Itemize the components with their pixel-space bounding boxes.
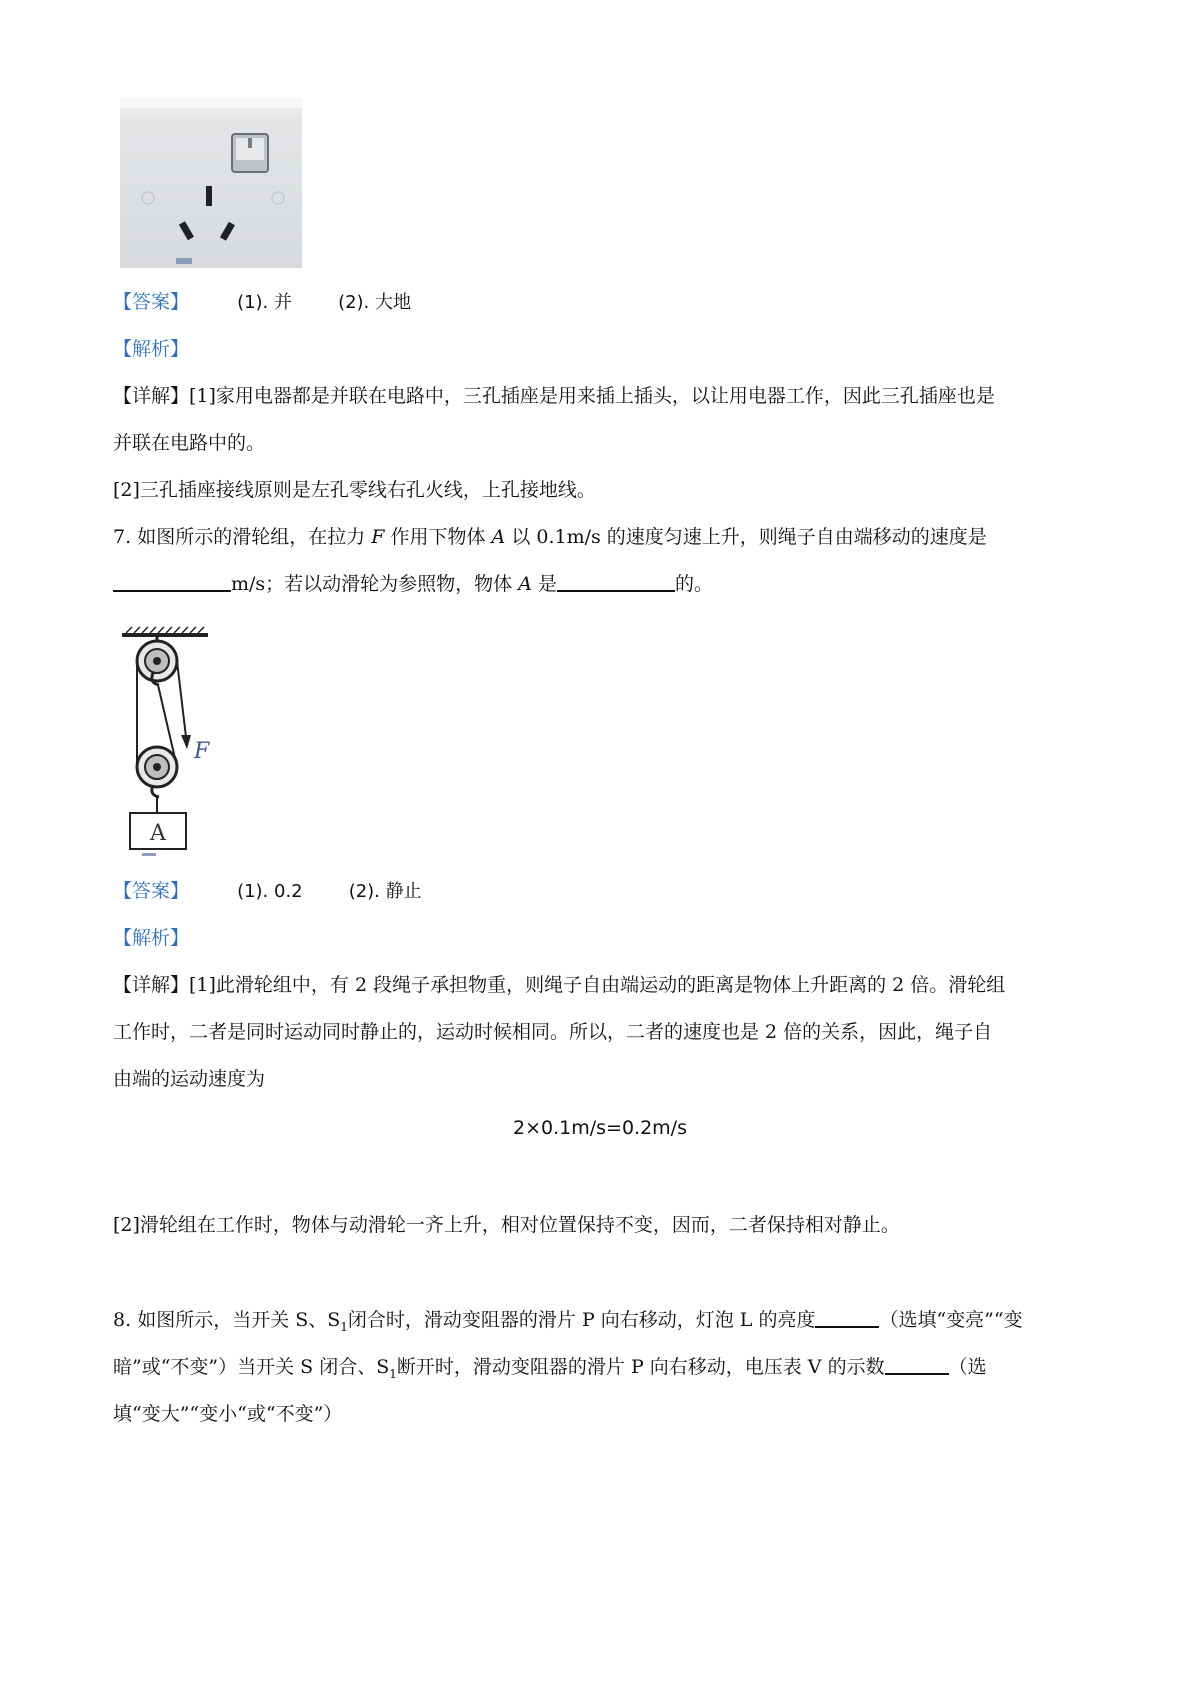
answer-1: (1). 0.2: [237, 881, 303, 902]
q8-question-line3: 填“变大”“变小“或“不变”）: [113, 1403, 343, 1425]
answer-blank-1[interactable]: [113, 570, 231, 592]
question-number: 8.: [113, 1309, 132, 1331]
analysis-tag: 【解析】: [113, 338, 190, 360]
socket-figure: [120, 98, 302, 268]
question-text: 是: [538, 573, 558, 595]
pulley-drawing: [120, 625, 230, 860]
variable-f: F: [371, 526, 385, 548]
answer-1: (1). 并: [237, 292, 293, 313]
socket-drawing: [120, 98, 302, 268]
q8-question-line2: [113, 1353, 987, 1388]
q8-question-line1: [113, 1306, 1023, 1341]
q7-detail-line1: 【详解】[1]此滑轮组中，有 2 段绳子承担物重，则绳子自由端运动的距离是物体上升距离的 2 倍。滑轮组: [113, 974, 1006, 996]
q7-detail-line3: 由端的运动速度为: [113, 1068, 266, 1090]
q6-answer-row: [113, 288, 411, 317]
question-text: （选填“变亮”“变: [879, 1309, 1023, 1331]
q7-detail-line4: [2]滑轮组在工作时，物体与动滑轮一齐上升，相对位置保持不变，因而，二者保持相对静止。: [113, 1214, 900, 1236]
question-number: 7.: [113, 526, 132, 548]
question-text: 以 0.1m/s 的速度匀速上升，则绳子自由端移动的速度是: [511, 526, 987, 548]
answer-2: (2). 静止: [348, 881, 422, 902]
pulley-figure: [120, 625, 230, 860]
q6-detail-line3: [2]三孔插座接线原则是左孔零线右孔火线，上孔接地线。: [113, 479, 596, 501]
answer-tag: 【答案】: [113, 291, 190, 313]
question-text: 暗”或“不变”）当开关 S 闭合、S: [113, 1356, 390, 1378]
question-text: 作用下物体: [390, 526, 486, 548]
answer-blank-2[interactable]: [557, 570, 675, 592]
question-text: 闭合时，滑动变阻器的滑片 P 向右移动，灯泡 L 的亮度: [347, 1309, 816, 1331]
answer-2: (2). 大地: [338, 292, 412, 313]
question-text: （选: [948, 1356, 987, 1378]
force-label: F: [194, 739, 210, 764]
variable-a: A: [518, 573, 532, 595]
q7-detail-line2: 工作时，二者是同时运动同时静止的，运动时候相同。所以，二者的速度也是 2 倍的关系，因此，绳子自: [113, 1021, 993, 1043]
q6-detail-line1: 【详解】[1]家用电器都是并联在电路中，三孔插座是用来插上插头，以让用电器工作，因此三孔插座也是: [113, 385, 995, 407]
subscript: 1: [389, 1366, 397, 1381]
q7-answer-row: [113, 877, 422, 906]
q7-question-line1: [113, 523, 987, 551]
question-text: 断开时，滑动变阻器的滑片 P 向右移动，电压表 V 的示数: [396, 1356, 885, 1378]
question-text: m/s；若以动滑轮为参照物，物体: [231, 573, 513, 595]
variable-a: A: [491, 526, 506, 548]
answer-tag: 【答案】: [113, 880, 190, 902]
answer-blank-2[interactable]: [885, 1353, 949, 1375]
question-text: 如图所示的滑轮组，在拉力: [137, 526, 366, 548]
analysis-tag: 【解析】: [113, 927, 190, 949]
q7-question-line2: [113, 570, 713, 598]
question-text: 的。: [675, 573, 714, 595]
subscript: 1: [340, 1319, 348, 1334]
q6-detail-line2: 并联在电路中的。: [113, 432, 266, 454]
question-text: 如图所示，当开关 S、S: [137, 1309, 341, 1331]
formula: 2×0.1m/s=0.2m/s: [513, 1117, 687, 1139]
answer-blank-1[interactable]: [815, 1306, 879, 1328]
block-label: A: [150, 821, 166, 846]
